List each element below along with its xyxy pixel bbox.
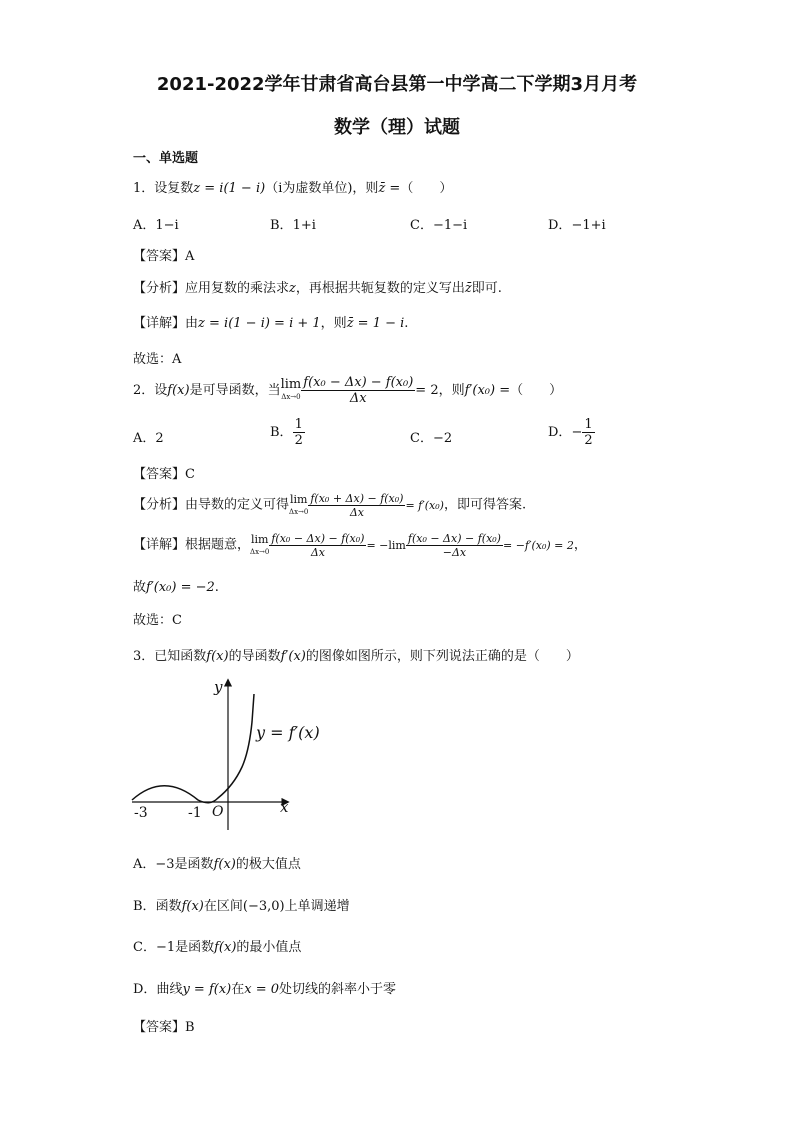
title-line-1: 2021-2022学年甘肃省高台县第一中学高二下学期3月月考 xyxy=(156,74,638,95)
tick-label-neg1: -1 xyxy=(188,805,202,821)
q1-equation: z = i(1 − i) xyxy=(193,181,266,196)
q2-conclusion: 故选：C xyxy=(133,613,182,628)
q1-option-c: C．−1−i xyxy=(410,218,468,233)
q1-stem: 1．设复数z = i(1 − i)（i为虚数单位)，则z̄ =（ ） xyxy=(133,181,453,196)
curve-label: y = f′(x) xyxy=(256,723,320,742)
q2-option-b: B． $\frac{1}{2}$ xyxy=(270,417,303,448)
q2-answer: 【答案】C xyxy=(133,467,195,482)
q3-stem: 3．已知函数f(x)的导函数f′(x)的图像如图所示，则下列说法正确的是（ ） xyxy=(133,649,579,664)
tick-label-neg3: -3 xyxy=(134,805,148,821)
q2-option-c: C．−2 xyxy=(410,431,453,446)
q2-number: 2． xyxy=(133,383,155,398)
origin-label: O xyxy=(212,804,224,820)
q1-option-d: D．−1+i xyxy=(548,218,606,233)
q1-option-a: A．1−i xyxy=(133,218,179,233)
q3-option-c: C．−1是函数f(x)的最小值点 xyxy=(133,940,302,955)
q3-answer: 【答案】B xyxy=(133,1020,195,1035)
q1-analysis: 【分析】应用复数的乘法求z，再根据共轭复数的定义写出z̄即可. xyxy=(133,281,502,296)
q1-number: 1． xyxy=(133,181,155,196)
q1-detail: 【详解】由z = i(1 − i) = i + 1，则z̄ = 1 − i. xyxy=(133,316,409,331)
derivative-graph xyxy=(128,672,348,838)
q2-option-a: A．2 xyxy=(133,431,164,446)
derivative-curve xyxy=(132,694,254,803)
q1-conclusion: 故选：A xyxy=(133,352,182,367)
y-axis-label: y xyxy=(214,678,223,696)
q3-option-d: D．曲线y = f(x)在x = 0处切线的斜率小于零 xyxy=(133,982,397,997)
section-heading: 一、单选题 xyxy=(133,151,199,166)
title-line-2: 数学（理）试题 xyxy=(334,117,460,138)
q3-number: 3． xyxy=(133,649,155,664)
q2-analysis: 【分析】由导数的定义可得lim Δx→0 $\frac{\text{f(x₀ + Δx) − f(x₀)}}{\Delta x}$ = f′(x₀)，即可得答案. xyxy=(133,492,527,519)
q2-detail: 【详解】根据题意，lim Δx→0 $\frac{\text{f(x₀ − Δx) − f(x₀)}}{\Delta x}$ = −lim $\frac{\text{f(x₀ − Δx) − f(x₀)}}{-\Delta x}$ = −f′(x₀) = 2， xyxy=(133,532,587,559)
x-axis-label: x xyxy=(280,798,289,816)
q3-option-b: B．函数f(x)在区间(−3,0)上单调递增 xyxy=(133,899,350,914)
q2-detail-2: 故f′(x₀) = −2. xyxy=(133,580,219,595)
q2-fraction: $\frac{\text{f(x₀ − Δx) − f(x₀)}}{\Delta x}$ xyxy=(303,375,414,406)
q2-stem: 2．设f(x)是可导函数，当lim Δx→0 $\frac{\text{f(x₀ − Δx) − f(x₀)}}{\Delta x}$ = 2，则f′(x₀) =（ ） xyxy=(133,375,563,406)
q2-limit: lim Δx→0 xyxy=(280,376,302,401)
q3-option-a: A．−3是函数f(x)的极大值点 xyxy=(133,857,301,872)
q1-answer: 【答案】A xyxy=(133,249,195,264)
q2-option-d: D．− $\frac{1}{2}$ xyxy=(548,417,593,448)
q1-option-b: B．1+i xyxy=(270,218,316,233)
